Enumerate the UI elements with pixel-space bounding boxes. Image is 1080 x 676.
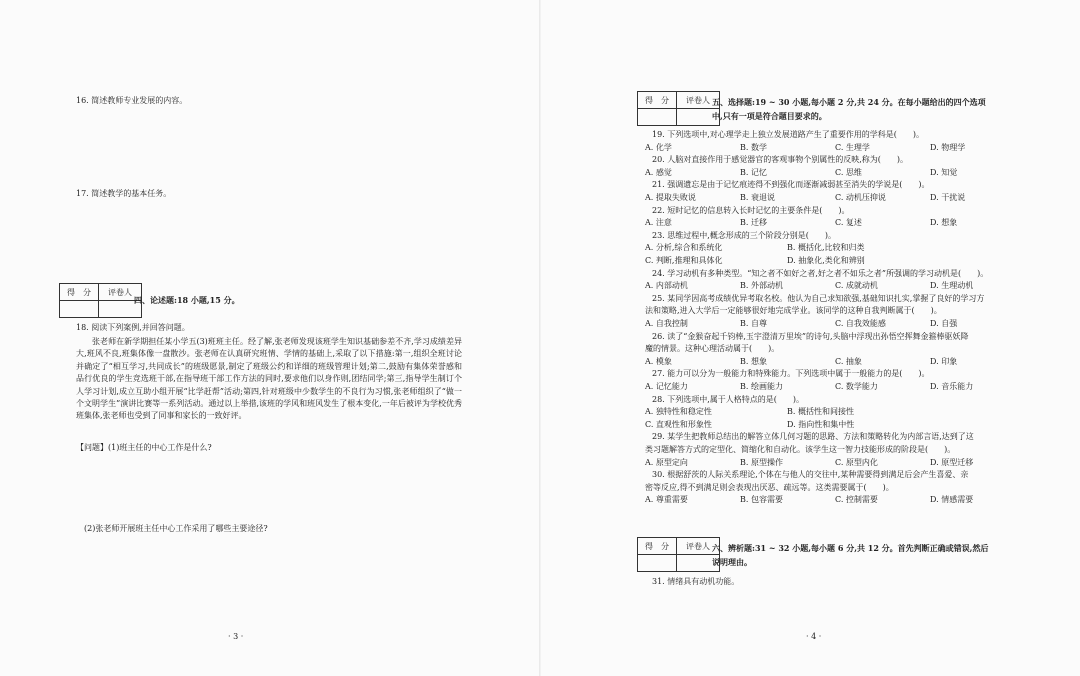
score-cell [638, 555, 677, 572]
score-label: 得 分 [638, 92, 677, 109]
question-24-stem: 24. 学习动机有多种类型。“知之者不如好之者,好之者不如乐之者”所强调的学习动机是( )。 [652, 268, 989, 278]
option-c[interactable]: C. 抽象 [835, 356, 862, 366]
section-4-title: 四、论述题:18 小题,15 分。 [134, 295, 240, 305]
option-a[interactable]: A. 尊重需要 [645, 495, 688, 505]
score-box-section-6 [637, 537, 720, 572]
option-c[interactable]: C. 自我效能感 [835, 319, 886, 328]
option-a[interactable]: A. 原型定向 [645, 457, 688, 467]
option-d[interactable]: D. 原型迁移 [930, 457, 974, 467]
option-a[interactable]: A. 分析,综合和系统化 [645, 243, 723, 253]
option-d[interactable]: D. 抽象化,类化和辨别 [787, 256, 865, 265]
option-d[interactable]: D. 想象 [930, 218, 958, 228]
option-d[interactable]: D. 音乐能力 [930, 382, 974, 391]
question-30-stem: 30. 根据舒茨的人际关系理论,个体在与他人的交往中,某种需要得到满足后会产生喜爱、亲 [652, 470, 969, 480]
page-4 [540, 0, 1080, 676]
score-box-section-5 [637, 91, 720, 126]
option-b[interactable]: B. 外部动机 [740, 281, 783, 291]
option-c[interactable]: C. 成就动机 [835, 281, 878, 291]
question-18-ask-2: (2)张老师开展班主任中心工作采用了哪些主要途径? [84, 524, 268, 533]
reviewer-label: 评卷人 [677, 538, 720, 555]
option-c[interactable]: C. 思维 [835, 167, 862, 177]
question-16: 16. 简述教师专业发展的内容。 [76, 96, 188, 105]
option-c[interactable]: C. 数学能力 [835, 382, 878, 391]
question-17: 17. 简述教学的基本任务。 [76, 189, 172, 198]
option-d[interactable]: D. 印象 [930, 356, 958, 366]
question-28-stem: 28. 下列选项中,属于人格特点的是( )。 [652, 394, 805, 404]
question-30-stem-cont: 密等反应,得不到满足则会表现出厌恶、疏远等。这类需要属于( )。 [645, 482, 894, 492]
question-18-title: 18. 阅读下列案例,并回答问题。 [76, 323, 190, 332]
option-a[interactable]: A. 提取失败说 [645, 193, 696, 202]
option-a[interactable]: A. 内部动机 [645, 281, 688, 291]
question-18-ask-1: 【问题】(1)班主任的中心工作是什么? [76, 443, 212, 452]
score-box [59, 283, 142, 318]
option-c[interactable]: C. 判断,推理和具体化 [645, 256, 723, 265]
score-label: 得 分 [60, 284, 99, 301]
option-b[interactable]: B. 记忆 [740, 167, 767, 177]
section-6-title-line-1: 六、辨析题:31 ~ 32 小题,每小题 6 分,共 12 分。首先判断正确或错误,然后 [712, 543, 989, 553]
question-27-stem: 27. 能力可以分为一般能力和特殊能力。下列选项中属于一般能力的是( )。 [652, 369, 930, 379]
option-d[interactable]: D. 指向性和集中性 [787, 419, 855, 429]
option-d[interactable]: D. 情感需要 [930, 495, 974, 505]
option-c[interactable]: C. 控制需要 [835, 495, 878, 505]
option-a[interactable]: A. 模象 [645, 356, 672, 366]
section-5-title-line-2: 中,只有一项是符合题目要求的。 [712, 111, 827, 121]
option-a[interactable]: A. 注意 [645, 218, 672, 228]
option-a[interactable]: A. 独特性和稳定性 [645, 407, 712, 417]
option-d[interactable]: D. 自强 [930, 319, 958, 328]
option-c[interactable]: C. 动机压抑说 [835, 193, 886, 202]
option-a[interactable]: A. 感觉 [645, 167, 672, 177]
page-number-3: · 3 · [228, 632, 244, 641]
question-26-stem: 26. 读了“金猴奋起千钧棒,玉宇澄清万里埃”的诗句,头脑中浮现出孙悟空挥舞金箍棒驱妖降 [652, 331, 969, 341]
question-25-stem: 25. 某同学因高考成绩优异考取名校。他认为自己求知欲强,基础知识扎实,掌握了良好的学习方 [652, 293, 985, 303]
question-21-stem: 21. 强调遗忘是由于记忆痕迹得不到强化而逐渐减弱甚至消失的学说是( )。 [652, 180, 930, 190]
option-d[interactable]: D. 干扰说 [930, 193, 966, 202]
question-29-stem-cont: 类习题解答方式的定型化、简缩化和自动化。该学生这一智力技能形成的阶段是( )。 [645, 445, 956, 454]
section-6-title-line-2: 说明理由。 [712, 557, 752, 567]
option-d[interactable]: D. 物理学 [930, 142, 966, 152]
option-d[interactable]: D. 生理动机 [930, 281, 974, 291]
question-18-case: 张老师在新学期担任某小学五(3)班班主任。经了解,张老师发现该班学生知识基础参差不齐,学习成绩差异大,班风不良,班集体像一盘散沙。张老师在认真研究班情、学情的基础上,采取了以下措施:第一,组织全班讨论并确定了“相互学习,共同成长”的班级愿景,制定了班级公约和详细的班级管理计划;第二,鼓励有集体荣誉感和品行优良的学生竞选班干部,在指导班干部工作方法的同时,要求他们以身作则,团结同学;第三,指导学生制订个人学习计划,成立互助小组开展“比学赶帮”活动;第四,针对班级中少数学生的不良行为习惯,张老师组织了“做一个文明学生”演讲比赛等一系列活动。通过以上举措,该班的学风和班风发生了根本变化,一年后被评为学校优秀班集体,张老师也受到了同事和家长的一致好评。 [76, 337, 462, 421]
option-b[interactable]: B. 衰退说 [740, 193, 775, 202]
question-26-stem-cont: 魔的情景。这种心理活动属于( )。 [645, 344, 780, 354]
question-22-stem: 22. 短时记忆的信息转入长时记忆的主要条件是( )。 [652, 205, 850, 215]
reviewer-label: 评卷人 [677, 92, 720, 109]
score-cell [638, 109, 677, 126]
section-5-title-line-1: 五、选择题:19 ~ 30 小题,每小题 2 分,共 24 分。在每小题给出的四个选项 [712, 97, 986, 107]
question-31: 31. 情绪具有动机功能。 [652, 577, 740, 586]
option-b[interactable]: B. 想象 [740, 356, 767, 366]
option-c[interactable]: C. 直观性和形象性 [645, 419, 712, 429]
score-cell [60, 301, 99, 318]
option-b[interactable]: B. 概括化,比较和归类 [787, 243, 865, 253]
question-29-stem: 29. 某学生把教师总结出的解答立体几何习题的思路、方法和策略转化为内部言语,达到了这 [652, 432, 974, 442]
question-23-stem: 23. 思维过程中,概念形成的三个阶段分别是( )。 [652, 230, 837, 240]
option-c[interactable]: C. 复述 [835, 218, 862, 228]
option-b[interactable]: B. 绘画能力 [740, 382, 783, 391]
option-b[interactable]: B. 迁移 [740, 218, 767, 228]
option-b[interactable]: B. 概括性和间接性 [787, 407, 854, 417]
option-a[interactable]: A. 化学 [645, 142, 672, 152]
score-label: 得 分 [638, 538, 677, 555]
question-20-stem: 20. 人脑对直接作用于感觉器官的客观事物个别属性的反映,称为( )。 [652, 155, 909, 165]
option-a[interactable]: A. 记忆能力 [645, 382, 688, 391]
option-b[interactable]: B. 原型操作 [740, 457, 783, 467]
option-c[interactable]: C. 原型内化 [835, 457, 878, 467]
option-d[interactable]: D. 知觉 [930, 167, 958, 177]
option-a[interactable]: A. 自我控制 [645, 319, 688, 328]
page-number-4: · 4 · [806, 632, 822, 641]
reviewer-label: 评卷人 [99, 284, 142, 301]
option-b[interactable]: B. 数学 [740, 142, 767, 152]
option-b[interactable]: B. 包容需要 [740, 495, 783, 505]
question-25-stem-cont: 法和策略,进入大学后一定能够很好地完成学业。该同学的这种自我判断属于( )。 [645, 306, 942, 316]
question-19-stem: 19. 下列选项中,对心理学走上独立发展道路产生了重要作用的学科是( )。 [652, 130, 925, 139]
option-b[interactable]: B. 自尊 [740, 319, 767, 328]
option-c[interactable]: C. 生理学 [835, 142, 870, 152]
